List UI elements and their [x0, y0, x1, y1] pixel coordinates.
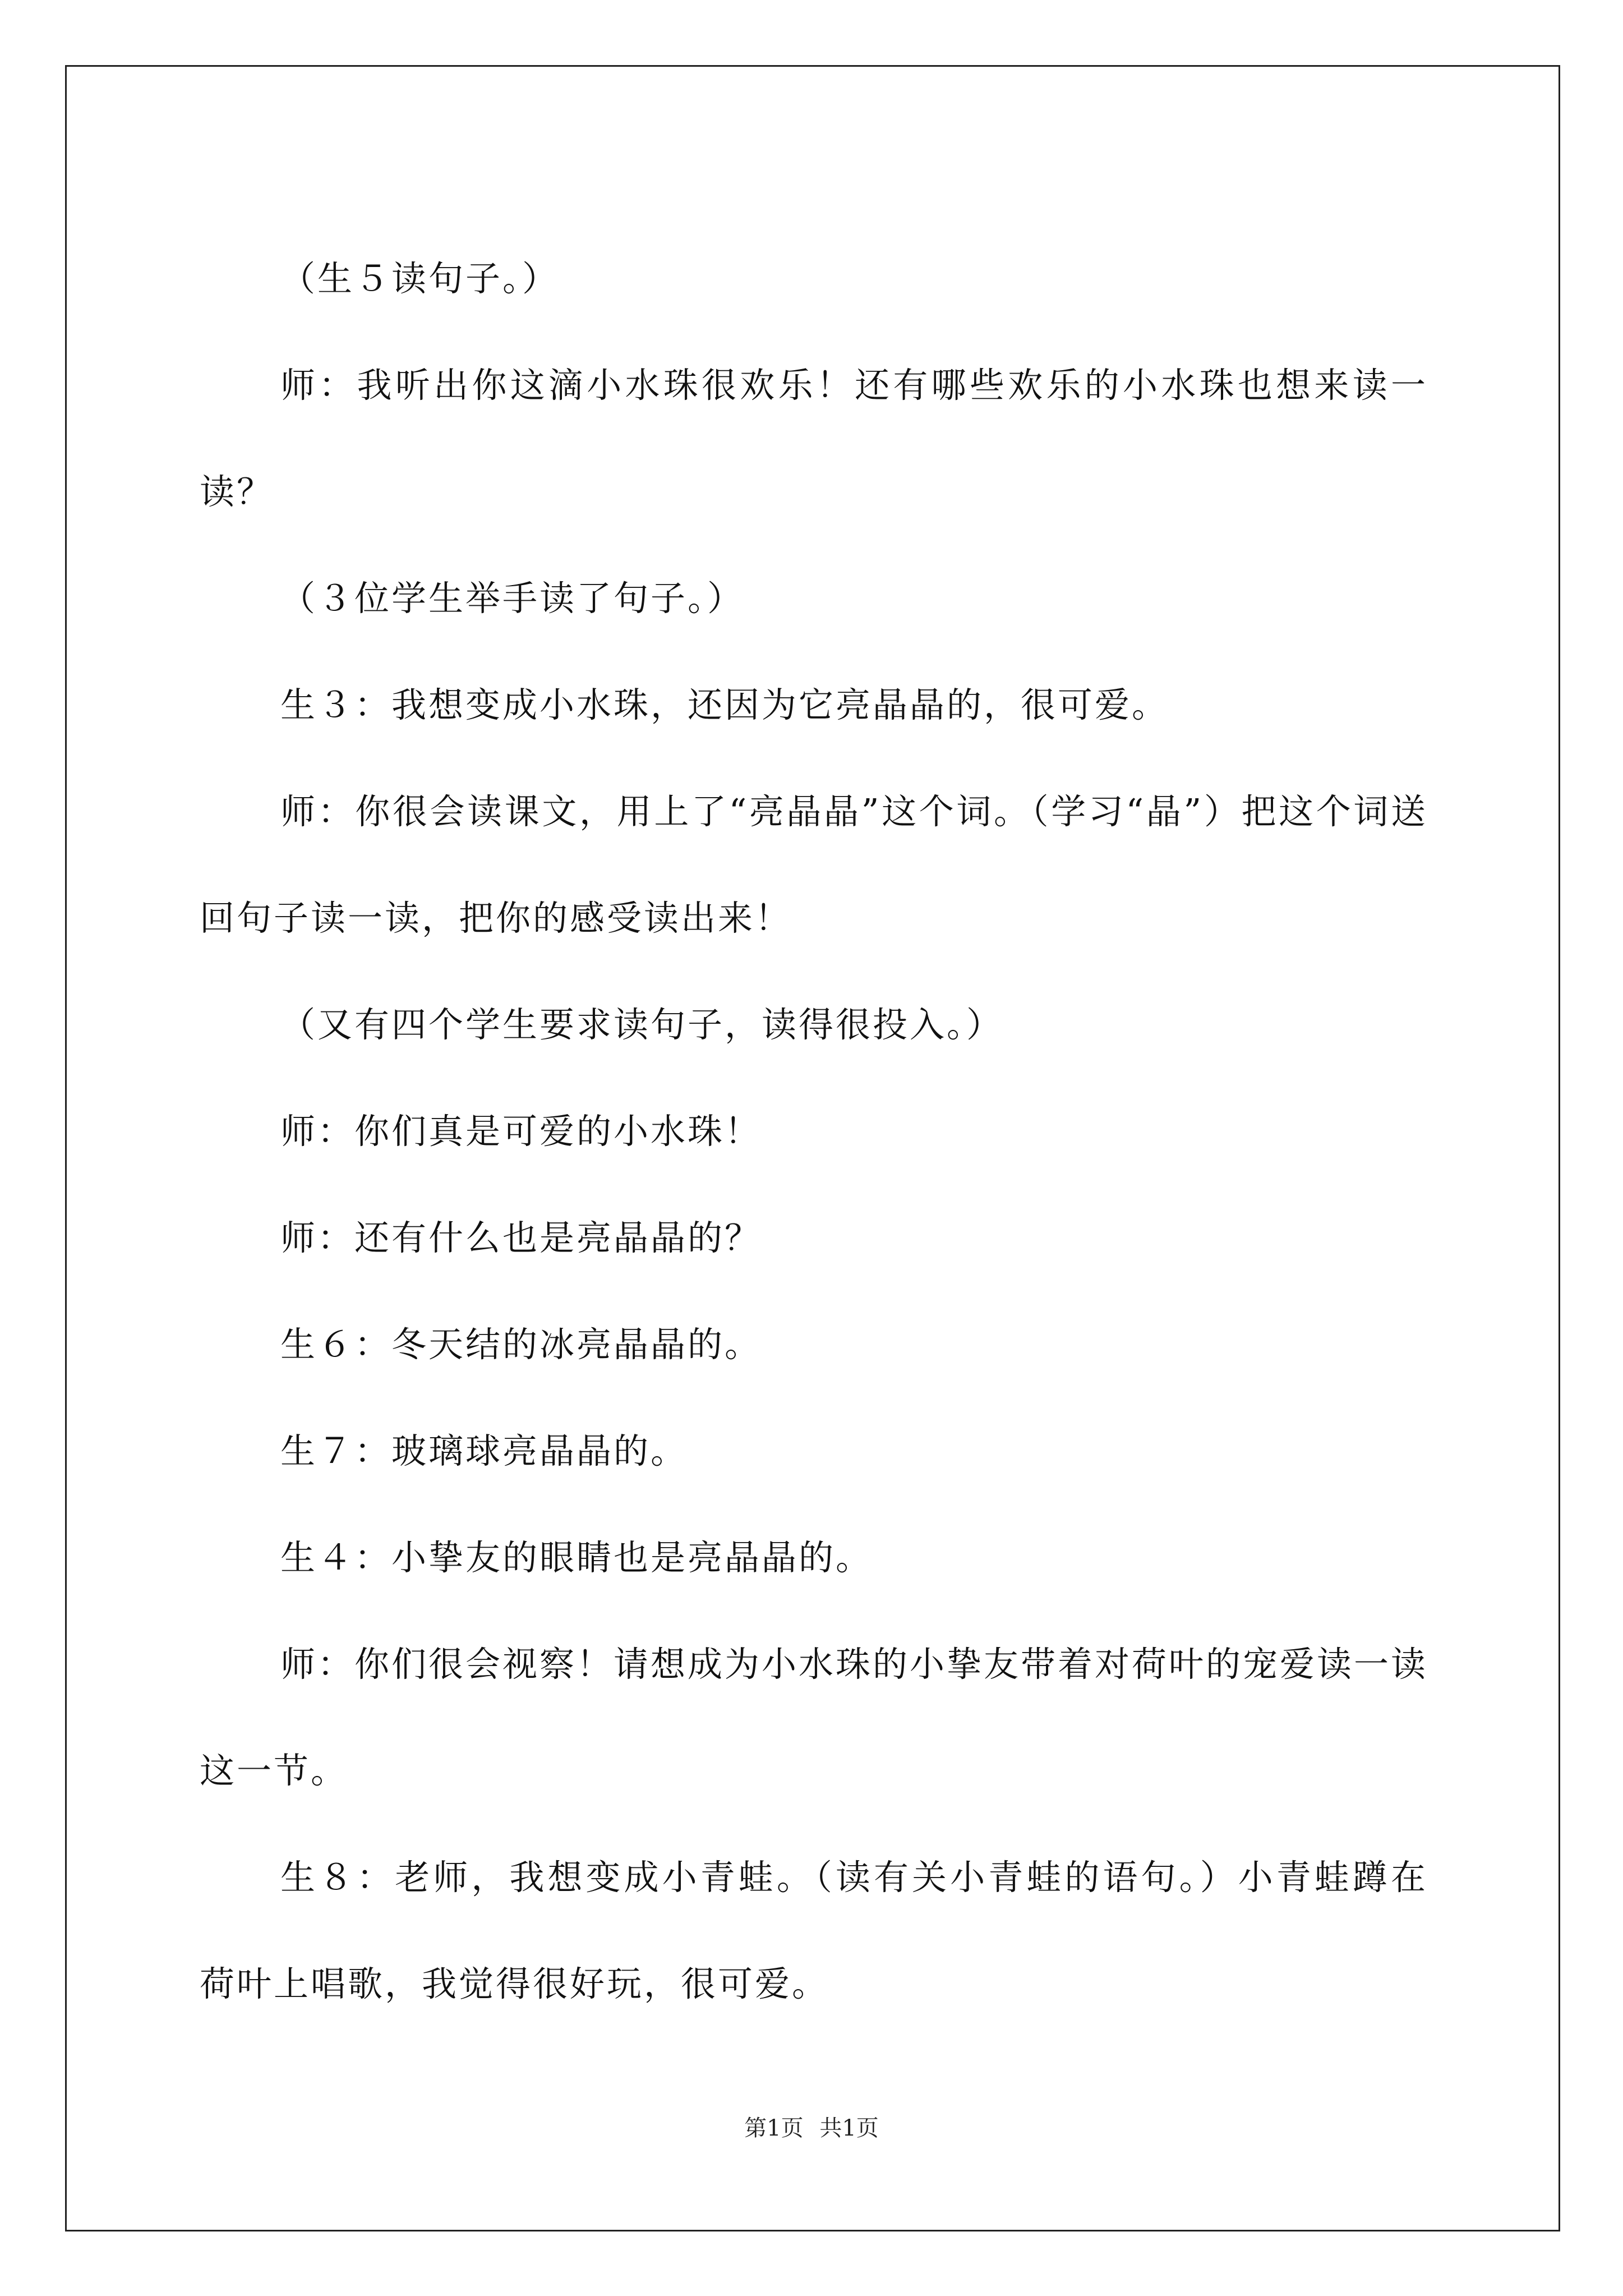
paragraph: 生７：玻璃球亮晶晶的。 — [280, 1430, 688, 1471]
paragraph: 师：我听出你这滴小水珠很欢乐！还有哪些欢乐的小水珠也想来读一读？ — [200, 365, 1428, 512]
page-footer — [0, 2110, 1623, 2142]
page-number-total: 共1页 — [819, 2115, 879, 2141]
document-body — [200, 226, 1428, 2037]
paragraph: 生６：冬天结的冰亮晶晶的。 — [280, 1324, 762, 1365]
paragraph: 师：你很会读课文，用上了“亮晶晶”这个词。（学习“晶”）把这个词送回句子读一读，把你的感受读出来！ — [200, 791, 1428, 938]
paragraph: （３位学生举手读了句子。） — [280, 578, 745, 619]
paragraph: 生３：我想变成小水珠，还因为它亮晶晶的，很可爱。 — [280, 684, 1169, 725]
paragraph: 生４：小挚友的眼睛也是亮晶晶的。 — [280, 1537, 873, 1578]
paragraph: 师：你们很会视察！请想成为小水珠的小挚友带着对荷叶的宠爱读一读这一节。 — [200, 1644, 1428, 1791]
paragraph: 师：你们真是可爱的小水珠！ — [280, 1111, 762, 1152]
paragraph: （生５读句子。） — [280, 258, 560, 299]
page-number-current: 第1页 — [744, 2115, 804, 2141]
paragraph: 生８：老师，我想变成小青蛙。（读有关小青蛙的语句。）小青蛙蹲在荷叶上唱歌，我觉得很好玩，很可爱。 — [200, 1857, 1428, 2004]
paragraph: 师：还有什么也是亮晶晶的？ — [280, 1217, 762, 1258]
paragraph: （又有四个学生要求读句子，读得很投入。） — [280, 1004, 1004, 1045]
